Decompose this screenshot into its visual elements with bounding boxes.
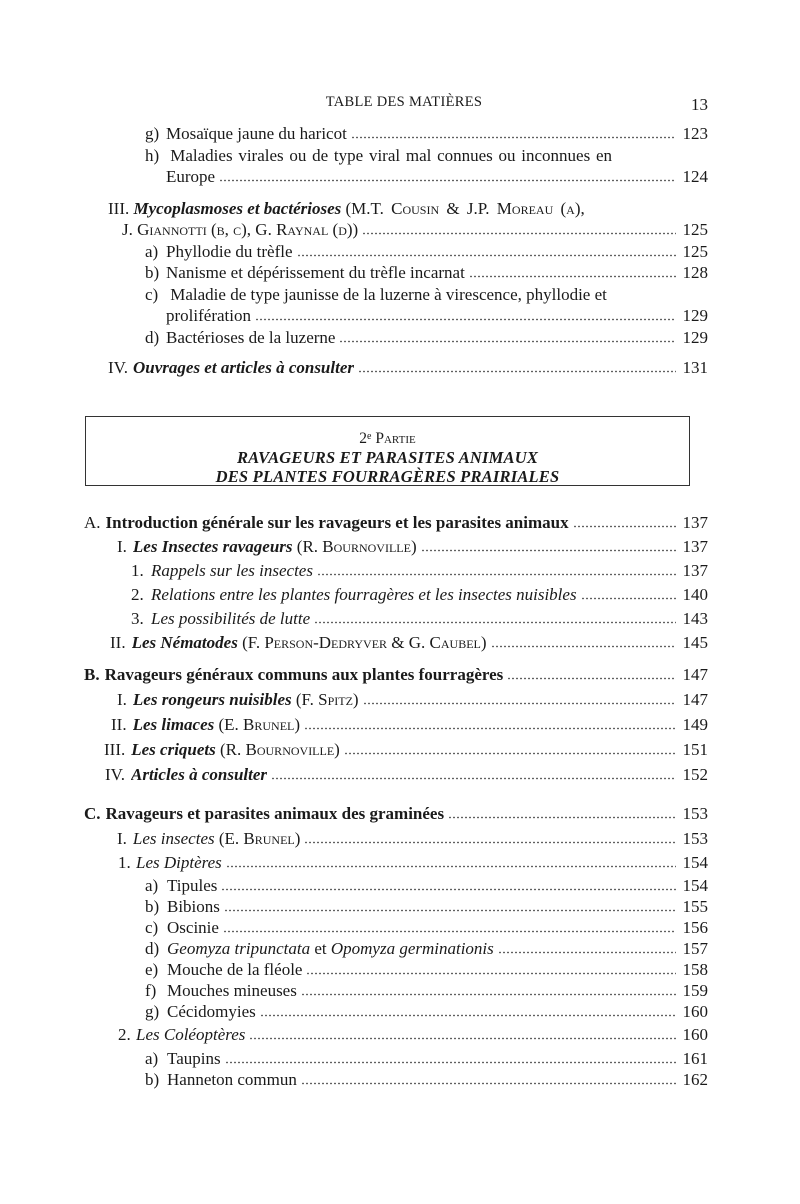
entry-title: Tipules [167,876,218,895]
dot-leader [351,125,676,139]
entry-title: Les possibilités de lutte [151,609,311,628]
toc-entry[interactable] [117,537,708,558]
entry-title: Taupins [167,1049,221,1068]
entry-title: Les insectes [132,829,215,848]
toc-entry[interactable] [166,167,708,188]
entry-label: a) [145,242,159,261]
entry-title: Les rongeurs nuisibles [132,690,292,709]
dot-leader [363,691,676,705]
entry-page: 128 [682,263,708,282]
entry-page: 137 [682,537,708,556]
section-authors: (M.T. Cousin & J.P. Moreau (a), [345,199,585,218]
section-title: Ravageurs et parasites animaux des graminées [105,804,445,823]
toc-entry[interactable] [145,1002,708,1023]
dot-leader [358,359,676,373]
toc-entry[interactable] [166,306,708,327]
toc-section-heading[interactable] [108,199,585,219]
entry-title: Bibions [167,897,220,916]
dot-leader [469,264,676,278]
toc-entry[interactable] [145,960,708,981]
entry-numeral: 1. [131,561,144,580]
toc-entry-section[interactable] [84,665,708,686]
dot-leader [249,1026,676,1040]
entry-numeral: e) [145,960,159,979]
page-number: 13 [691,95,708,114]
running-title: TABLE DES MATIÈRES [325,94,483,110]
dot-leader [448,805,676,819]
entry-title: Mouches mineuses [167,981,297,1000]
entry-title-group [133,829,300,849]
section-title: Mycoplasmoses et bactérioses [133,199,342,218]
entry-title-part-2: Opomyza germinationis [330,939,494,958]
entry-numeral: 2. [118,1025,131,1044]
toc-entry[interactable] [131,561,708,582]
entry-title-group [131,740,340,760]
entry-title-continued: Europe [166,167,216,186]
entry-numeral: II. [111,715,127,734]
entry-page: 149 [682,715,708,734]
toc-entry[interactable] [110,633,708,654]
entry-title: Nanisme et dépérissement du trèfle incarnat [166,263,465,282]
dot-leader [301,982,676,996]
entry-page: 154 [682,853,708,872]
entry-title: Les limaces [132,715,215,734]
entry-page: 162 [682,1070,708,1089]
section-numeral: III. [108,199,130,218]
entry-numeral: d) [145,939,160,958]
dot-leader [219,168,676,182]
entry-authors: (E. Brunel) [218,715,301,734]
part-label [86,429,689,448]
toc-entry[interactable] [118,853,708,874]
entry-page: 137 [682,513,708,532]
entry-label: b) [145,263,160,282]
entry-numeral: a) [145,876,159,895]
entry-page: 154 [682,876,708,895]
entry-page: 147 [682,665,708,684]
entry-authors: (R. Bournoville) [220,740,340,759]
entry-page: 129 [682,328,708,347]
section-letter: C. [84,804,101,823]
toc-entry[interactable] [145,328,708,349]
entry-page: 125 [682,242,708,261]
dot-leader [301,1071,676,1085]
entry-title-part-1: Geomyza tripunctata [167,939,311,958]
entry-page: 147 [682,690,708,709]
entry-page: 129 [682,306,708,325]
section-title: Introduction générale sur les ravageurs et les parasites animaux [105,513,569,532]
section-authors-continued: J. Giannotti (b, c), G. Raynal (d)) [122,220,359,239]
toc-entry[interactable] [145,918,708,939]
toc-entry-section[interactable] [84,513,708,534]
dot-leader [581,586,676,600]
toc-entry[interactable] [131,609,708,630]
entry-title: Relations entre les plantes fourragères et les insectes nuisibles [151,585,577,604]
entry-numeral: c) [145,918,159,937]
toc-entry[interactable] [145,876,708,897]
toc-entry[interactable] [145,897,708,918]
entry-label: c) [145,285,159,304]
entry-numeral: b) [145,1070,160,1089]
entry-page: 151 [682,740,708,759]
entry-authors: (F. Spitz) [295,690,359,709]
entry-title: Les Coléoptères [136,1025,246,1044]
entry-title: Mouche de la fléole [167,960,303,979]
section-title: Ouvrages et articles à consulter [133,358,354,377]
toc-entry[interactable] [145,263,708,284]
dot-leader [224,898,676,912]
toc-entry[interactable] [122,220,708,241]
entry-numeral: f) [145,981,157,1000]
dot-leader [223,919,676,933]
entry-title: Phyllodie du trèfle [166,242,293,261]
section-letter: B. [84,665,100,684]
dot-leader [304,716,676,730]
entry-page: 153 [682,804,708,823]
entry-page: 156 [682,918,708,937]
entry-page: 143 [682,609,708,628]
dot-leader [260,1003,676,1017]
entry-title: Maladies virales ou de type viral mal connues ou inconnues en [170,146,613,165]
dot-leader [314,610,676,624]
dot-leader [297,243,676,257]
entry-title: Les Nématodes [131,633,238,652]
toc-entry-line[interactable] [145,285,607,305]
entry-numeral: a) [145,1049,159,1068]
section-title: Ravageurs généraux communs aux plantes fourragères [104,665,504,684]
toc-entry[interactable] [111,715,708,736]
entry-title: Maladie de type jaunisse de la luzerne à virescence, phyllodie et [170,285,607,304]
entry-numeral: III. [104,740,126,759]
toc-entry-section[interactable] [84,804,708,825]
entry-page: 158 [682,960,708,979]
toc-entry[interactable] [145,124,708,145]
entry-label: g) [145,124,160,143]
entry-title-conjunction: et [310,939,331,958]
entry-title-group [132,633,487,653]
entry-title-group [167,939,494,959]
dot-leader [255,307,676,321]
entry-page: 160 [682,1002,708,1021]
entry-page: 161 [682,1049,708,1068]
section-numeral: IV. [108,358,128,377]
dot-leader [491,634,676,648]
toc-entry-line[interactable] [145,146,612,166]
entry-page: 159 [682,981,708,1000]
entry-numeral: b) [145,897,160,916]
entry-title: Les criquets [131,740,216,759]
entry-page: 153 [682,829,708,848]
toc-entry[interactable] [117,829,708,850]
toc-entry[interactable] [104,740,708,761]
toc-entry[interactable] [145,1070,708,1091]
dot-leader [498,940,676,954]
dot-leader [304,830,676,844]
entry-title-group [133,537,417,557]
dot-leader [226,854,676,868]
running-header [100,94,708,114]
entry-title-continued: prolifération [166,306,251,325]
entry-page: 157 [682,939,708,958]
entry-authors: (R. Bournoville) [296,537,417,556]
entry-title: Hanneton commun [167,1070,297,1089]
dot-leader [421,538,676,552]
entry-title: Articles à consulter [131,765,268,784]
entry-numeral: I. [117,690,127,709]
entry-page: 140 [682,585,708,604]
entry-title: Bactérioses de la luzerne [166,328,336,347]
entry-label: h) [145,146,160,165]
entry-page: 160 [682,1025,708,1044]
toc-entry[interactable] [118,1025,708,1046]
part-title-line-1: RAVAGEURS ET PARASITES ANIMAUX [236,448,539,467]
entry-numeral: IV. [105,765,125,784]
entry-page: 145 [682,633,708,652]
dot-leader [225,1050,676,1064]
entry-title: Cécidomyies [167,1002,256,1021]
entry-title-group [133,715,300,735]
entry-page: 131 [682,358,708,377]
entry-page: 137 [682,561,708,580]
entry-authors: (F. Person-Dedryver & G. Caubel) [242,633,487,652]
dot-leader [339,329,676,343]
entry-title: Les Diptères [136,853,222,872]
entry-title: Mosaïque jaune du haricot [166,124,347,143]
entry-title-group [133,690,359,710]
part-word: Partie [375,430,416,447]
entry-numeral: 1. [118,853,131,872]
entry-title: Rappels sur les insectes [151,561,313,580]
entry-page: 155 [682,897,708,916]
dot-leader [306,961,676,975]
entry-label: d) [145,328,160,347]
toc-entry[interactable] [145,1049,708,1070]
dot-leader [221,877,676,891]
entry-page: 124 [682,167,708,186]
dot-leader [362,221,676,235]
entry-page: 123 [682,124,708,143]
dot-leader [573,514,676,528]
entry-numeral: I. [117,537,127,556]
entry-title: Les Insectes ravageurs [132,537,293,556]
entry-authors: (E. Brunel) [218,829,301,848]
dot-leader [344,741,676,755]
toc-entry[interactable] [145,242,708,263]
entry-title: Oscinie [167,918,219,937]
entry-numeral: 2. [131,585,144,604]
toc-entry[interactable] [108,358,708,379]
dot-leader [271,766,676,780]
toc-entry[interactable] [105,765,708,786]
entry-numeral: I. [117,829,127,848]
dot-leader [507,666,676,680]
section-letter: A. [84,513,101,532]
toc-entry[interactable] [145,981,708,1002]
part-number: 2 [359,430,368,447]
part-heading-box [85,416,690,486]
dot-leader [317,562,676,576]
part-number-suffix: e [367,431,372,442]
entry-numeral: g) [145,1002,160,1021]
toc-entry[interactable] [117,690,708,711]
entry-page: 125 [682,220,708,239]
toc-entry[interactable] [145,939,708,960]
entry-numeral: 3. [131,609,144,628]
toc-entry[interactable] [131,585,708,606]
entry-page: 152 [682,765,708,784]
entry-numeral: II. [110,633,126,652]
part-title-line-2: DES PLANTES FOURRAGÈRES PRAIRIALES [215,467,560,486]
